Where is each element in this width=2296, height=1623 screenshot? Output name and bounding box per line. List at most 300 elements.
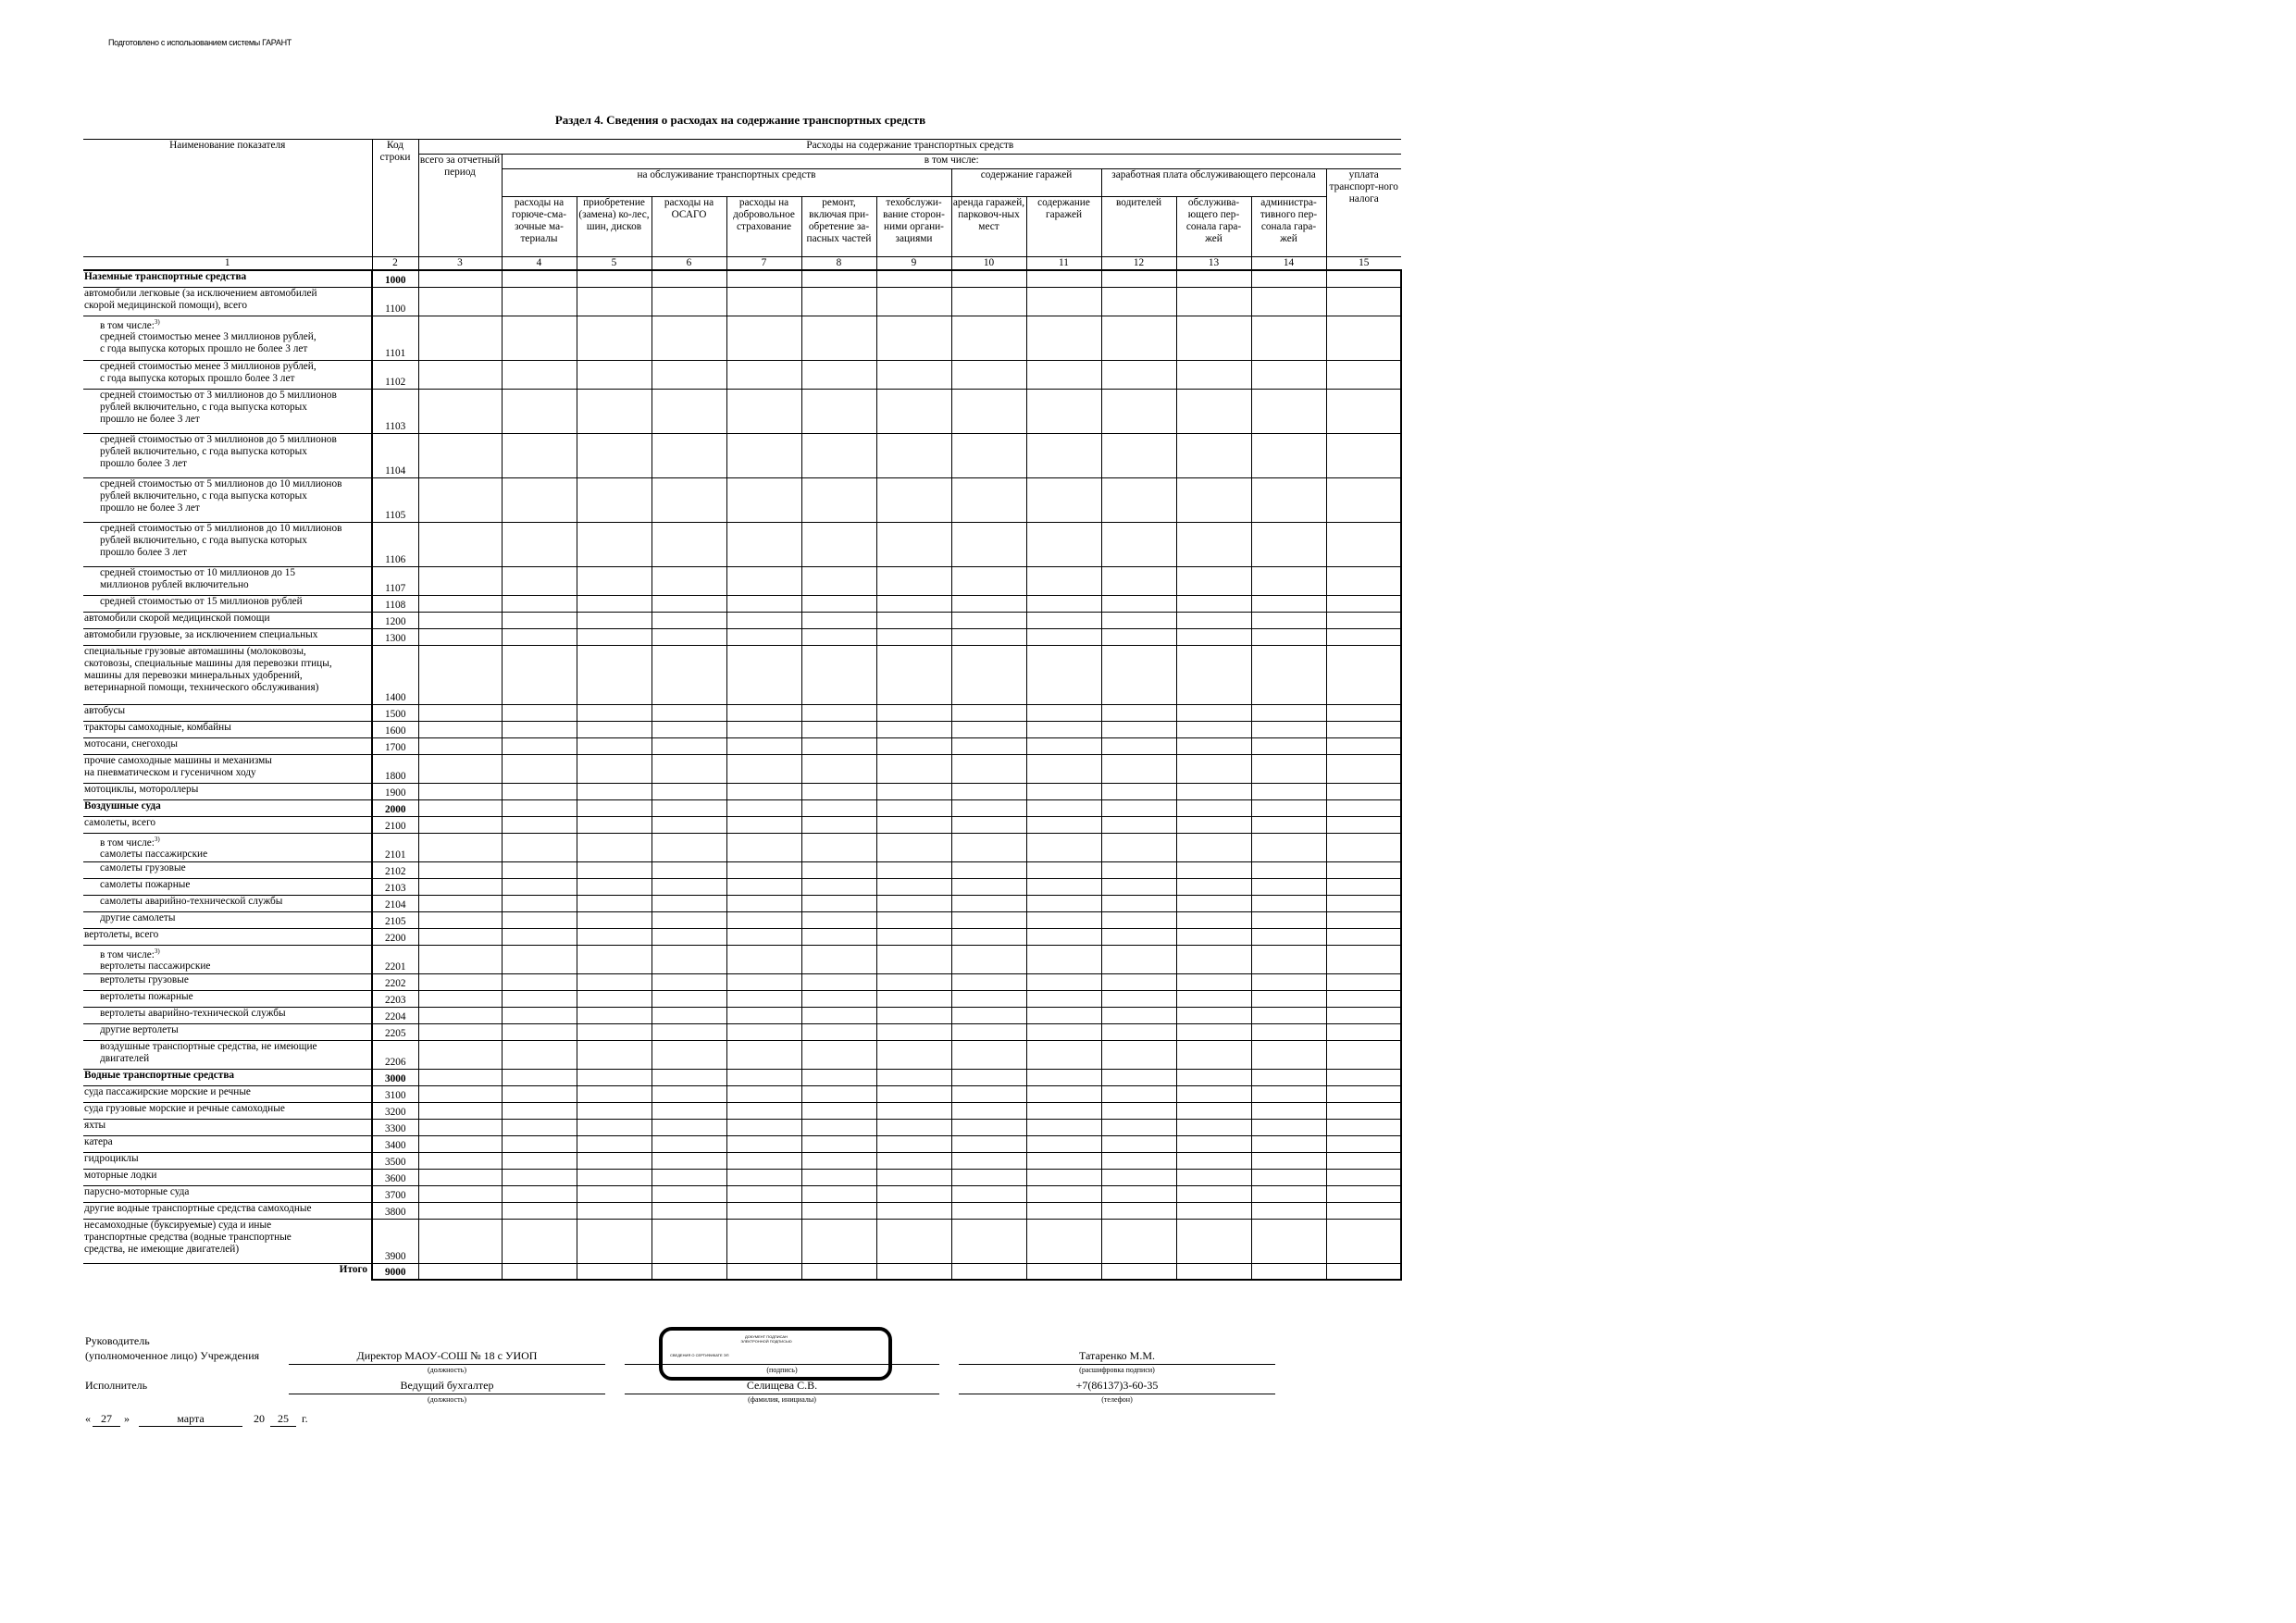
value-cell [418,911,502,928]
col-number-12: 12 [1101,257,1176,271]
value-cell [951,973,1026,990]
value-cell [1326,1169,1401,1185]
value-cell [951,477,1026,522]
value-cell [1101,287,1176,316]
table-row [83,1152,1401,1169]
value-cell [876,799,951,816]
value-cell [652,477,726,522]
date-century: 20 [254,1412,265,1425]
value-cell [951,270,1026,287]
value-cell [418,1135,502,1152]
value-cell [876,1135,951,1152]
value-cell [1101,945,1176,973]
value-cell [951,389,1026,433]
table-row [83,628,1401,645]
value-cell [652,1007,726,1023]
value-cell [951,316,1026,360]
value-cell [1101,895,1176,911]
value-cell [801,628,876,645]
value-cell [1101,816,1176,833]
subheader-col-6: расходы на ОСАГО [652,197,726,257]
table-row [83,566,1401,595]
value-cell [1026,477,1101,522]
date-year-line [270,1426,296,1427]
value-cell [418,1169,502,1185]
value-cell [726,389,801,433]
value-cell [418,270,502,287]
row-name: средней стоимостью от 10 миллионов до 15 миллионов рублей включительно [83,566,372,595]
value-cell [1176,477,1251,522]
value-cell [502,783,577,799]
row-code: 1300 [372,628,418,645]
value-cell [1251,595,1326,612]
value-cell [577,737,652,754]
row-code: 2204 [372,1007,418,1023]
row-name: вертолеты аварийно-технической службы [83,1007,372,1023]
value-cell [502,1202,577,1219]
value-cell [652,316,726,360]
value-cell [502,1135,577,1152]
value-cell [418,1152,502,1169]
value-cell [502,1085,577,1102]
value-cell [652,799,726,816]
subheader-col-12: водителей [1101,197,1176,257]
value-cell [418,1185,502,1202]
value-cell [652,595,726,612]
value-cell [1326,1023,1401,1040]
value-cell [1176,721,1251,737]
value-cell [801,1007,876,1023]
value-cell [1026,628,1101,645]
value-cell [801,1169,876,1185]
value-cell [1101,973,1176,990]
value-cell [1026,721,1101,737]
value-cell [951,990,1026,1007]
date-month-line [139,1426,242,1427]
value-cell [1251,973,1326,990]
value-cell [876,737,951,754]
value-cell [876,945,951,973]
value-cell [1101,704,1176,721]
value-cell [951,754,1026,783]
value-cell [1176,816,1251,833]
value-cell [1026,861,1101,878]
table-row [83,645,1401,704]
row-code: 1108 [372,595,418,612]
value-cell [1026,433,1101,477]
value-cell [726,928,801,945]
tax-header: уплата транспорт-ного налога [1326,169,1401,257]
value-cell [726,645,801,704]
value-cell [1101,878,1176,895]
value-cell [1101,990,1176,1007]
value-cell [1026,316,1101,360]
value-cell [1026,783,1101,799]
value-cell [652,1219,726,1263]
value-cell [652,1040,726,1069]
value-cell [1251,737,1326,754]
row-name: яхты [83,1119,372,1135]
value-cell [1326,1263,1401,1280]
date-quote-open: « [85,1412,91,1425]
value-cell [418,1119,502,1135]
value-cell [418,721,502,737]
value-cell [1176,737,1251,754]
value-cell [1026,945,1101,973]
value-cell [418,287,502,316]
value-cell [1176,628,1251,645]
value-cell [577,861,652,878]
value-cell [418,895,502,911]
row-name: другие самолеты [83,911,372,928]
value-cell [1101,928,1176,945]
value-cell [726,1202,801,1219]
row-code: 3200 [372,1102,418,1119]
value-cell [876,1069,951,1085]
value-cell [1101,1169,1176,1185]
table-row [83,928,1401,945]
value-cell [801,1102,876,1119]
value-cell [726,612,801,628]
row-name: автомобили легковые (за исключением автомобилей скорой медицинской помощи), всего [83,287,372,316]
value-cell [502,945,577,973]
row-name: парусно-моторные суда [83,1185,372,1202]
value-cell [502,1069,577,1085]
value-cell [502,990,577,1007]
subheader-col-5: приобретение (замена) ко-лес, шин, дисков [577,197,652,257]
value-cell [652,754,726,783]
value-cell [1101,612,1176,628]
value-cell [1176,1085,1251,1102]
value-cell [876,270,951,287]
table-row [83,833,1401,861]
value-cell [876,595,951,612]
row-name: вертолеты, всего [83,928,372,945]
value-cell [1176,1102,1251,1119]
value-cell [1326,911,1401,928]
value-cell [577,270,652,287]
value-cell [951,1007,1026,1023]
col-number-7: 7 [726,257,801,271]
row-name [83,945,372,973]
value-cell [577,287,652,316]
value-cell [876,1185,951,1202]
value-cell [1251,1185,1326,1202]
value-cell [1026,1185,1101,1202]
row-name: средней стоимостью от 5 миллионов до 10 миллионов рублей включительно, с года выпуска которых прошло не более 3 лет [83,477,372,522]
value-cell [876,990,951,1007]
value-cell [951,566,1026,595]
value-cell [1326,360,1401,389]
value-cell [801,316,876,360]
value-cell [801,1152,876,1169]
value-cell [1251,360,1326,389]
col-number-14: 14 [1251,257,1326,271]
value-cell [1026,833,1101,861]
row-code: 1700 [372,737,418,754]
value-cell [726,316,801,360]
prepared-note: Подготовлено с использованием системы ГАРАНТ [108,38,292,47]
value-cell [502,704,577,721]
value-cell [1326,833,1401,861]
value-cell [577,522,652,566]
value-cell [502,595,577,612]
value-cell [726,360,801,389]
value-cell [1026,737,1101,754]
value-cell [951,1219,1026,1263]
value-cell [502,861,577,878]
value-cell [1101,1040,1176,1069]
row-label: самолеты пассажирские [100,849,208,861]
value-cell [726,566,801,595]
value-cell [1326,270,1401,287]
table-row [83,911,1401,928]
value-cell [1026,1169,1101,1185]
value-cell [1251,612,1326,628]
value-cell [726,833,801,861]
value-cell [502,566,577,595]
value-cell [652,389,726,433]
value-cell [726,945,801,973]
expenses-table [83,139,1402,1281]
value-cell [726,990,801,1007]
row-name: суда пассажирские морские и речные [83,1085,372,1102]
value-cell [1326,1152,1401,1169]
value-cell [801,360,876,389]
subheader-col-14: администра-тивного пер-сонала гара-жей [1251,197,1326,257]
row-code: 1104 [372,433,418,477]
value-cell [876,878,951,895]
head-signature-caption: (подпись) [766,1366,798,1374]
value-cell [951,1202,1026,1219]
value-cell [1326,928,1401,945]
value-cell [1101,861,1176,878]
table-row [83,783,1401,799]
value-cell [1176,389,1251,433]
value-cell [418,389,502,433]
value-cell [876,973,951,990]
value-cell [1326,895,1401,911]
value-cell [1326,287,1401,316]
value-cell [726,522,801,566]
value-cell [1326,973,1401,990]
row-code: 2000 [372,799,418,816]
value-cell [418,1040,502,1069]
value-cell [876,566,951,595]
value-cell [1326,1185,1401,1202]
value-cell [502,1169,577,1185]
footnote-mark: 3) [154,317,160,326]
table-row [83,1169,1401,1185]
value-cell [1251,1202,1326,1219]
col-name-header: Наименование показателя [83,140,372,257]
value-cell [1026,360,1101,389]
value-cell [951,1023,1026,1040]
row-code: 3300 [372,1119,418,1135]
value-cell [1026,645,1101,704]
row-name: катера [83,1135,372,1152]
value-cell [652,287,726,316]
value-cell [1026,973,1101,990]
value-cell [418,1102,502,1119]
value-cell [418,990,502,1007]
value-cell [1176,1169,1251,1185]
value-cell [726,816,801,833]
value-cell [502,833,577,861]
value-cell [951,522,1026,566]
value-cell [1251,704,1326,721]
stamp-text-2: СВЕДЕНИЯ О СЕРТИФИКАТЕ ЭП [670,1353,729,1357]
value-cell [801,783,876,799]
value-cell [1326,628,1401,645]
value-cell [726,799,801,816]
value-cell [652,1152,726,1169]
value-cell [502,433,577,477]
value-cell [876,928,951,945]
value-cell [1251,433,1326,477]
row-code: 3900 [372,1219,418,1263]
head-label-2: (уполномоченное лицо) Учреждения [85,1349,260,1362]
value-cell [1251,270,1326,287]
value-cell [876,1169,951,1185]
value-cell [1176,566,1251,595]
value-cell [1026,270,1101,287]
value-cell [577,878,652,895]
value-cell [1101,1219,1176,1263]
value-cell [1101,645,1176,704]
value-cell [1026,1040,1101,1069]
value-cell [1176,1023,1251,1040]
value-cell [1026,878,1101,895]
value-cell [1026,704,1101,721]
value-cell [726,270,801,287]
row-name: специальные грузовые автомашины (молоковозы, скотовозы, специальные машины для перевозки птицы, машины для перевозки минеральных удобрений, ветеринарной помощи, технического обслуживания) [83,645,372,704]
value-cell [652,566,726,595]
row-name: средней стоимостью от 3 миллионов до 5 миллионов рублей включительно, с года выпуска которых прошло более 3 лет [83,433,372,477]
table-row [83,861,1401,878]
head-name-caption: (расшифровка подписи) [1079,1366,1155,1374]
value-cell [1176,433,1251,477]
value-cell [502,1040,577,1069]
value-cell [577,1152,652,1169]
row-name: другие водные транспортные средства самоходные [83,1202,372,1219]
value-cell [418,1219,502,1263]
value-cell [876,522,951,566]
date-suffix: г. [302,1412,308,1425]
value-cell [1101,783,1176,799]
value-cell [577,477,652,522]
value-cell [418,945,502,973]
row-name: Наземные транспортные средства [83,270,372,287]
value-cell [1326,316,1401,360]
value-cell [1251,799,1326,816]
value-cell [1326,595,1401,612]
col-number-1: 1 [83,257,372,271]
including-label: в том числе: [100,319,155,331]
value-cell [1176,895,1251,911]
value-cell [876,360,951,389]
row-name [83,316,372,360]
value-cell [418,612,502,628]
table-row [83,316,1401,360]
value-cell [418,1069,502,1085]
value-cell [801,612,876,628]
row-code: 3800 [372,1202,418,1219]
value-cell [951,1135,1026,1152]
value-cell [652,973,726,990]
value-cell [726,973,801,990]
expenses-group-header: Расходы на содержание транспортных средств [418,140,1401,155]
value-cell [1101,1102,1176,1119]
value-cell [1026,612,1101,628]
value-cell [726,1219,801,1263]
footnote-mark: 3) [154,947,160,955]
value-cell [1251,911,1326,928]
row-name: суда грузовые морские и речные самоходные [83,1102,372,1119]
value-cell [418,1202,502,1219]
value-cell [801,704,876,721]
exec-phone: +7(86137)3-60-35 [1075,1379,1159,1392]
value-cell [652,1185,726,1202]
col-number-9: 9 [876,257,951,271]
value-cell [726,1185,801,1202]
value-cell [1251,287,1326,316]
value-cell [1026,595,1101,612]
value-cell [1251,878,1326,895]
value-cell [1176,1007,1251,1023]
value-cell [1101,433,1176,477]
value-cell [577,360,652,389]
value-cell [577,704,652,721]
value-cell [951,1185,1026,1202]
value-cell [726,1069,801,1085]
table-row [83,1185,1401,1202]
value-cell [1251,1023,1326,1040]
value-cell [502,721,577,737]
value-cell [801,1219,876,1263]
value-cell [726,754,801,783]
value-cell [502,522,577,566]
value-cell [951,737,1026,754]
value-cell [1326,389,1401,433]
row-code: 1000 [372,270,418,287]
value-cell [418,477,502,522]
value-cell [1326,704,1401,721]
total-code: 9000 [372,1263,418,1280]
value-cell [1026,911,1101,928]
garage-group-header: содержание гаражей [951,169,1101,197]
value-cell [801,522,876,566]
head-position-caption: (должность) [428,1366,466,1374]
value-cell [951,945,1026,973]
value-cell [1101,799,1176,816]
value-cell [1101,316,1176,360]
value-cell [876,721,951,737]
value-cell [1326,433,1401,477]
value-cell [1176,595,1251,612]
value-cell [1176,1152,1251,1169]
date-month: марта [177,1412,205,1425]
value-cell [876,816,951,833]
head-label-1: Руководитель [85,1334,150,1347]
row-code: 2105 [372,911,418,928]
value-cell [577,1135,652,1152]
value-cell [801,1023,876,1040]
exec-name: Селищева С.В. [746,1379,818,1392]
table-row [83,522,1401,566]
total-label: Итого [83,1263,372,1280]
value-cell [577,754,652,783]
